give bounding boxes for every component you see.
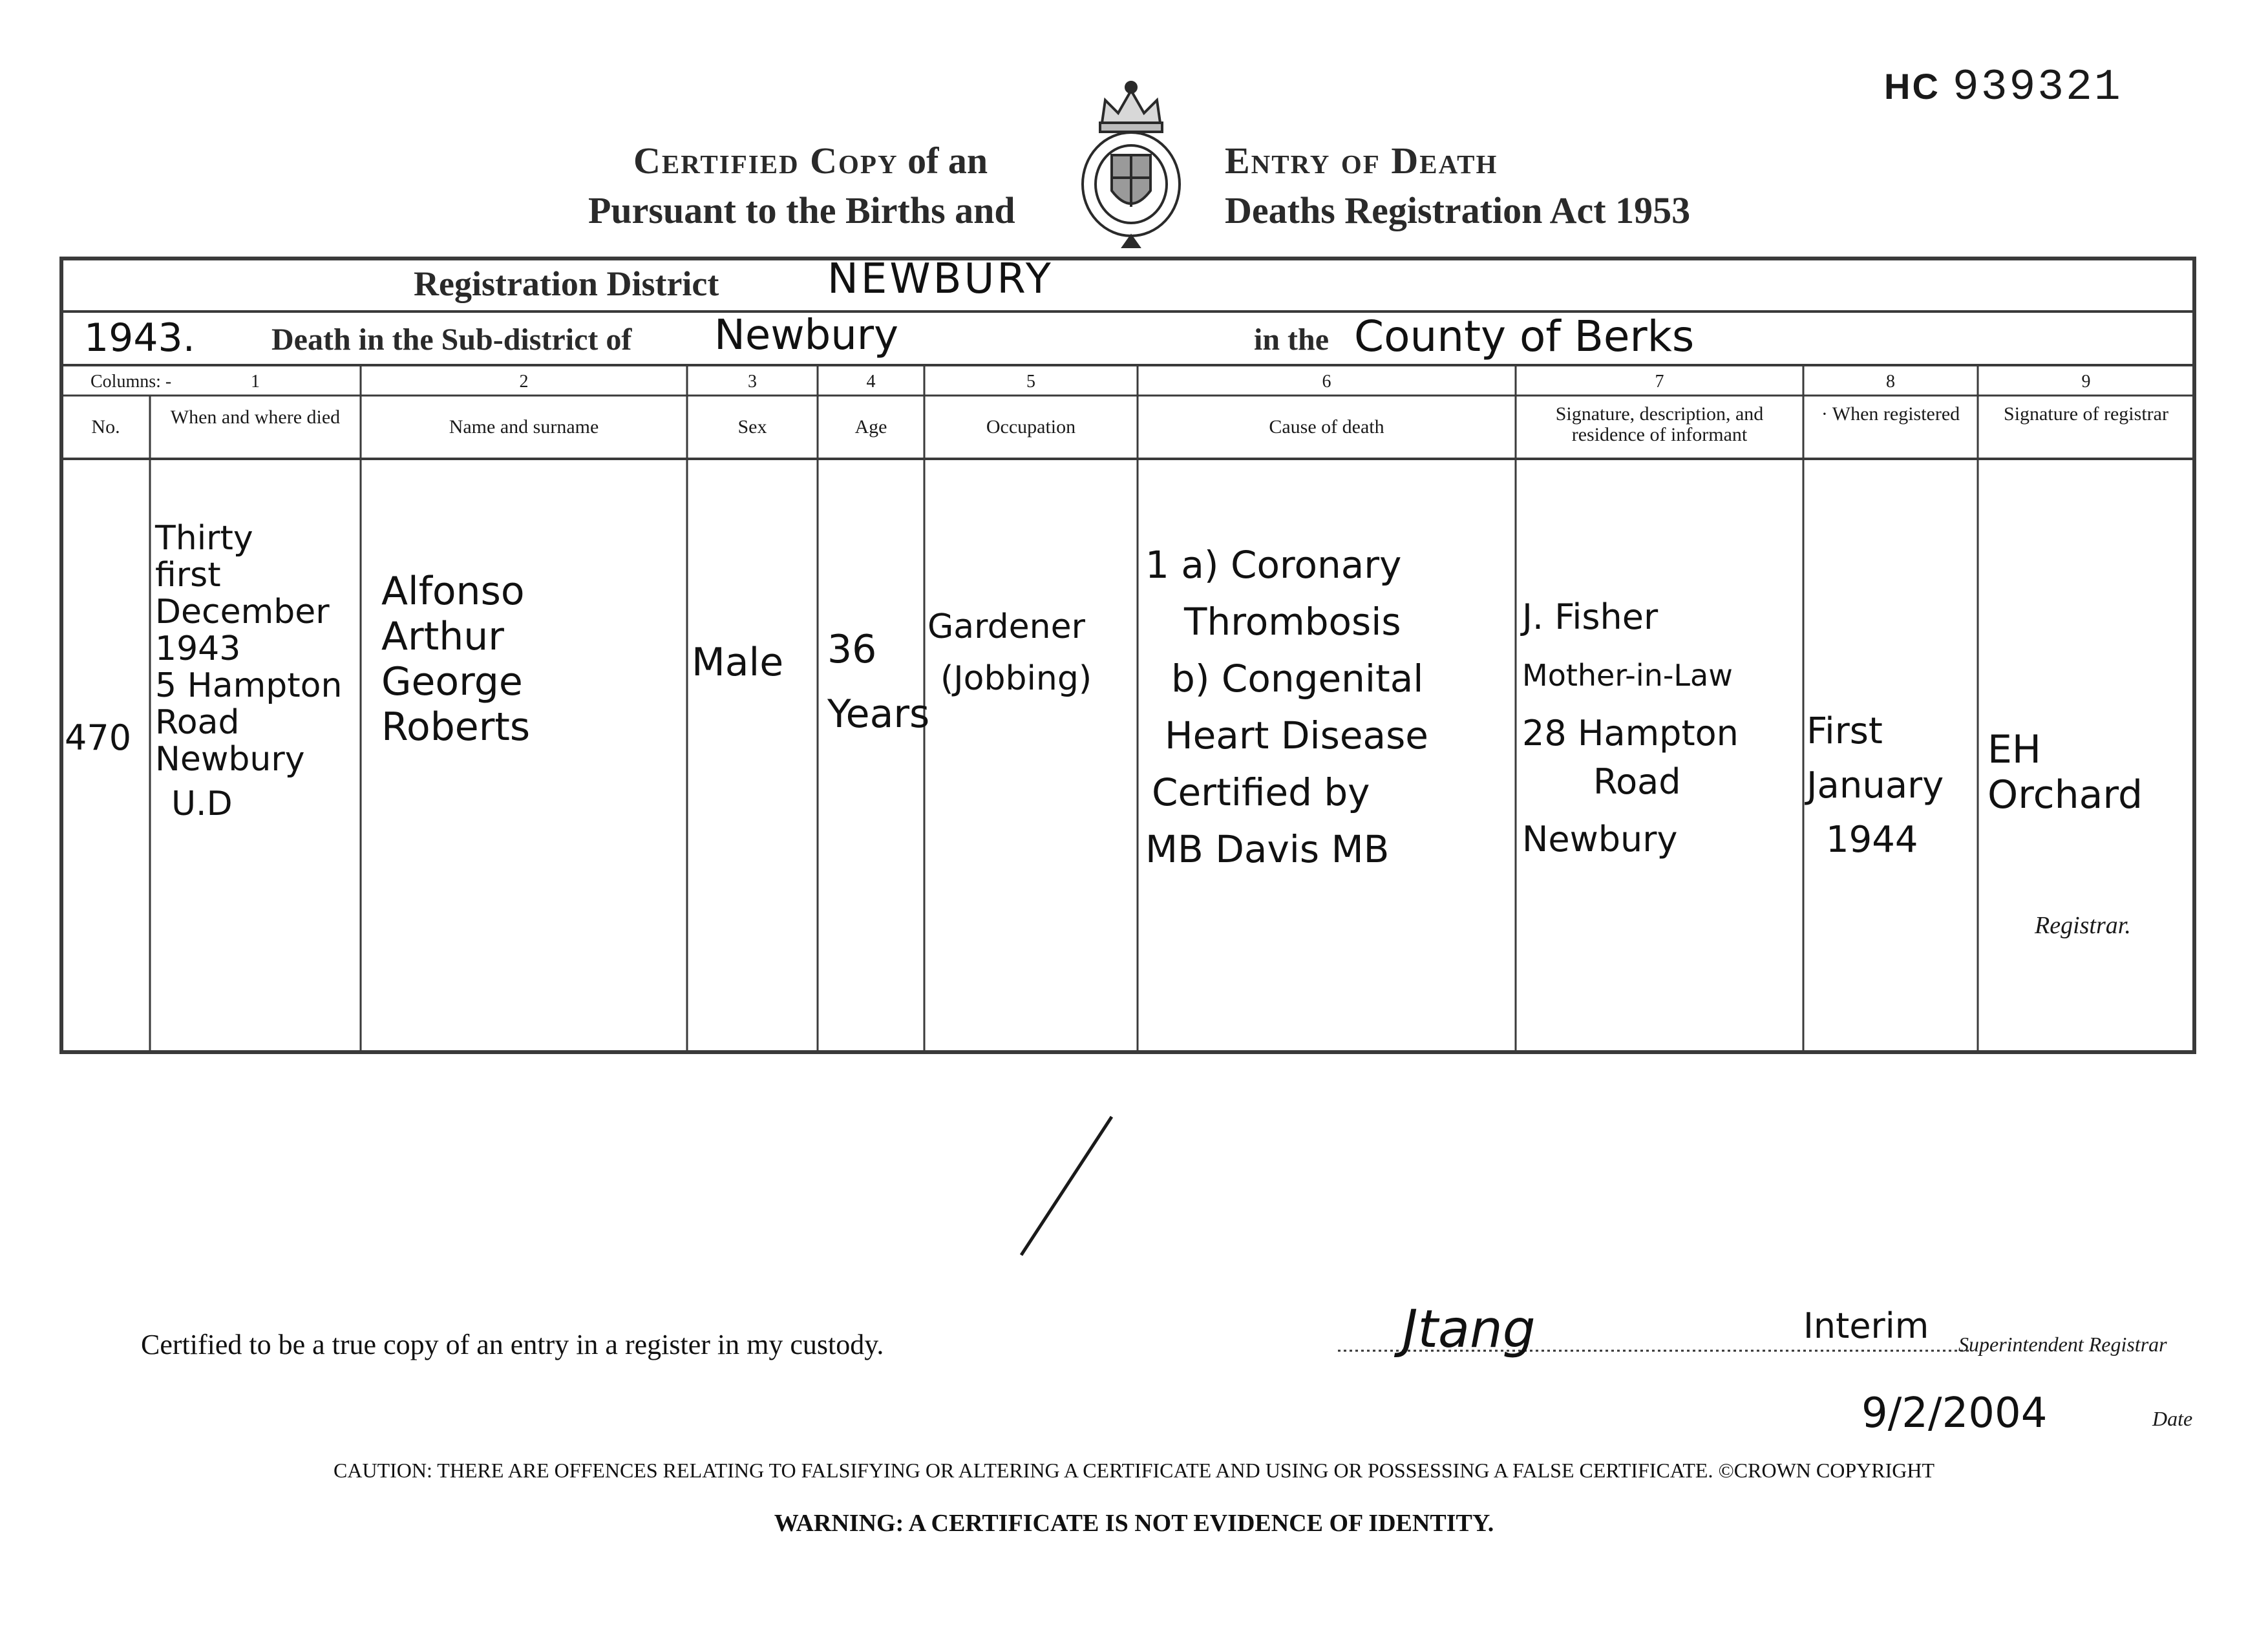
column-number-9: 9 [2081, 372, 2091, 392]
registration-district-value: NEWBURY [827, 255, 1054, 303]
registration-district-label: Registration District [414, 264, 719, 303]
serial-number: 939321 [1952, 63, 2123, 112]
column-number-2: 2 [519, 372, 529, 392]
columns-label: Columns: - [90, 372, 172, 392]
column-header-informant: Signature, description, and residence of informant [1555, 403, 1764, 445]
entry-cause-of-death: 1 a) Coronary Thrombosis b) Congenital Heart Disease Certified by MB Davis MB [1145, 543, 1428, 871]
registration-year: 1943. [84, 315, 195, 361]
entry-informant: J. Fisher Mother-in-Law 28 Hampton Road Newbury [1522, 597, 1739, 860]
column-header-age: Age [854, 416, 887, 438]
column-header-when-where: When and where died [170, 407, 341, 428]
column-number-1: 1 [251, 372, 260, 392]
column-header-occupation: Occupation [986, 416, 1076, 438]
date-label: Date [2152, 1407, 2193, 1430]
cancellation-stroke [1015, 1112, 1118, 1260]
county-label: in the [1254, 322, 1330, 357]
superintendent-signature: Jtang [1403, 1299, 1536, 1359]
county-value: County of Berks [1354, 312, 1695, 361]
entry-sex: Male [692, 640, 784, 685]
column-header-registrar: Signature of registrar [2004, 403, 2168, 425]
subdistrict-label: Death in the Sub-district of [271, 322, 632, 357]
column-number-6: 6 [1322, 372, 1331, 392]
column-header-name: Name and surname [449, 416, 599, 438]
header-left-line1: Certified Copy of an [633, 140, 988, 182]
column-number-3: 3 [748, 372, 757, 392]
caution-notice: CAUTION: THERE ARE OFFENCES RELATING TO FALSIFYING OR ALTERING A CERTIFICATE AND USING OR POSSESSING A FALSE CERTIFICATE. ©CROWN COPYRIGHT [334, 1459, 1934, 1482]
registrar-label: Registrar. [2035, 912, 2131, 939]
entry-number: 470 [65, 717, 132, 758]
entry-age: 36 Years [827, 627, 930, 737]
column-number-8: 8 [1886, 372, 1895, 392]
certification-date: 9/2/2004 [1861, 1389, 2048, 1437]
interim-note: Interim [1803, 1305, 1929, 1346]
identity-warning: WARNING: A CERTIFICATE IS NOT EVIDENCE OF IDENTITY. [774, 1510, 1494, 1537]
column-number-7: 7 [1655, 372, 1664, 392]
column-header-cause: Cause of death [1269, 416, 1384, 438]
superintendent-role-label: Superintendent Registrar [1958, 1333, 2167, 1356]
entry-when-registered: First January 1944 [1807, 710, 1944, 861]
column-number-4: 4 [866, 372, 876, 392]
header-right-line2: Deaths Registration Act 1953 [1225, 189, 1691, 231]
header-right-line1: Entry of Death [1225, 140, 1498, 182]
column-header-when-registered: · When registered [1821, 403, 1960, 425]
header-left-line2: Pursuant to the Births and [588, 189, 1015, 231]
column-header-sex: Sex [737, 416, 767, 438]
certification-statement: Certified to be a true copy of an entry in a register in my custody. [141, 1329, 884, 1360]
column-number-5: 5 [1026, 372, 1035, 392]
entry-occupation: Gardener (Jobbing) [927, 607, 1092, 698]
entry-name-surname: Alfonso Arthur George Roberts [381, 569, 531, 750]
entry-registrar-signature: EH Orchard [1987, 727, 2143, 818]
serial-prefix: HC [1884, 66, 1940, 107]
subdistrict-value: Newbury [714, 312, 898, 359]
entry-when-where-died: Thirty first December 1943 5 Hampton Road Newbury U.D [155, 519, 343, 823]
column-header-no: No. [91, 416, 120, 438]
